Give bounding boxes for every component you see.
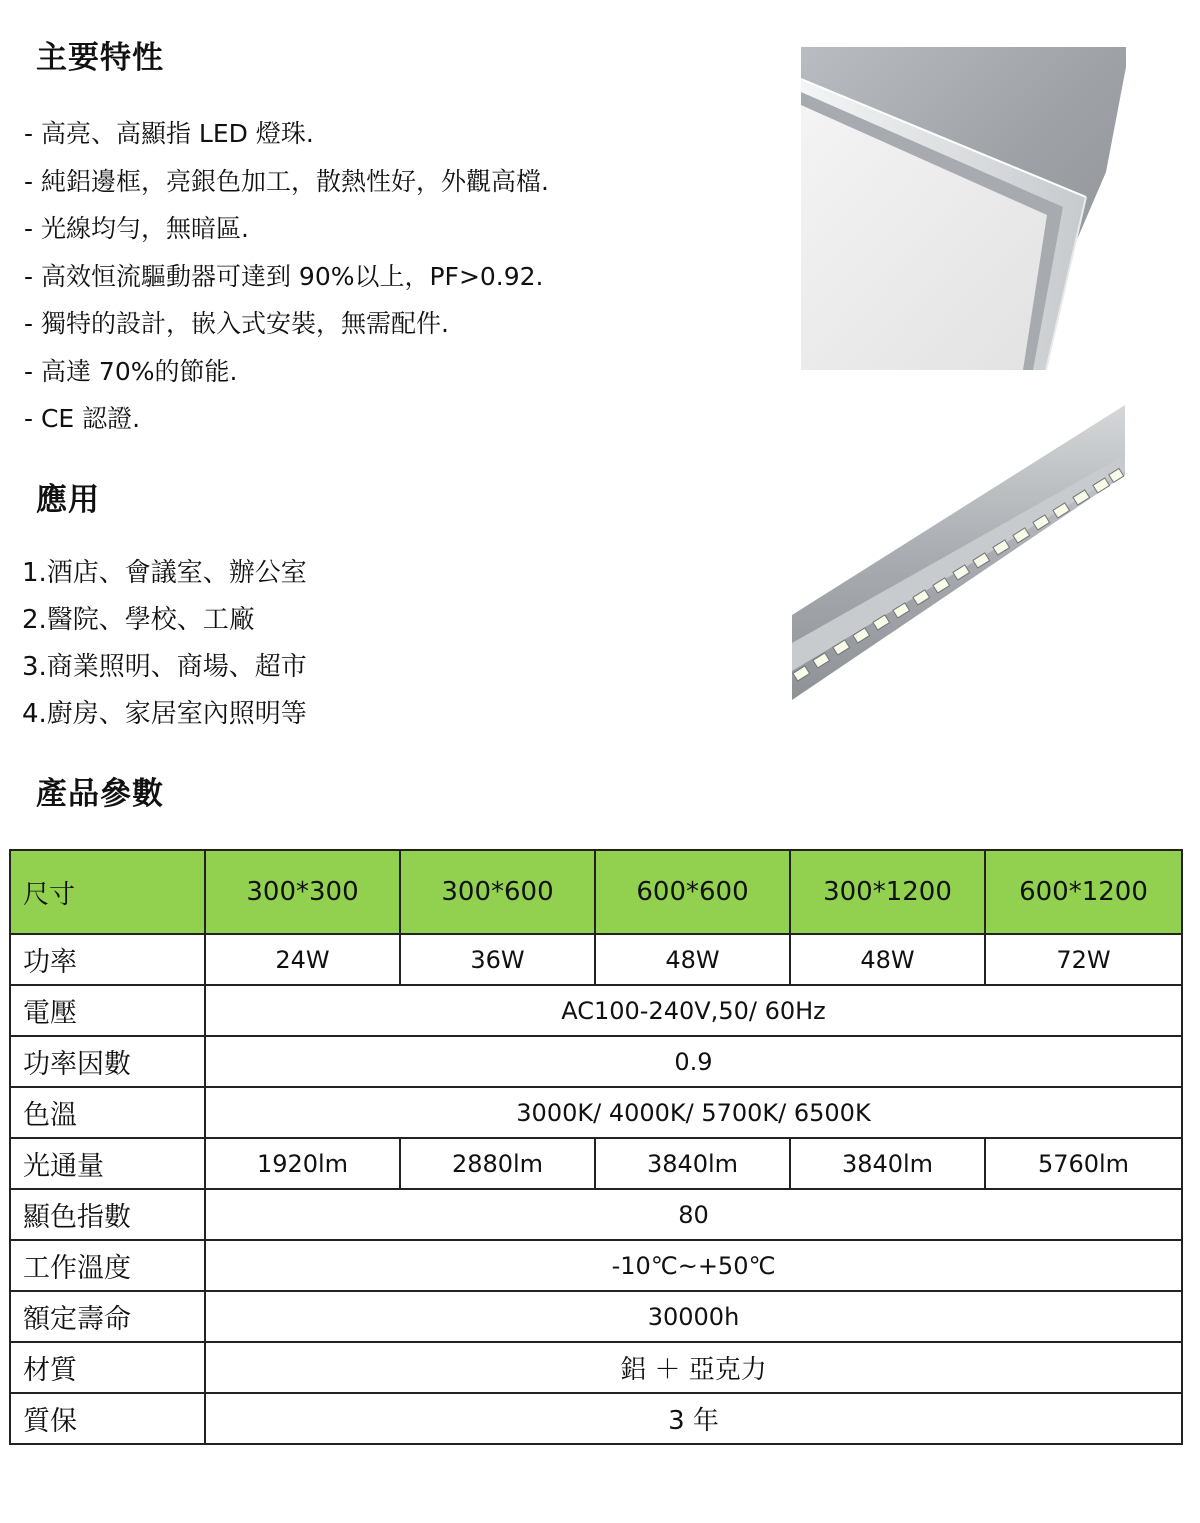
power-cell: 48W (595, 934, 790, 985)
size-cell: 300*1200 (790, 850, 985, 934)
application-item: 3.商業照明、商場、超市 (22, 652, 307, 682)
flux-cell: 3840lm (790, 1138, 985, 1189)
application-item: 2.醫院、學校、工廠 (22, 605, 255, 635)
feature-item: - 純鋁邊框，亮銀色加工，散熱性好，外觀高檔. (24, 166, 549, 196)
power-cell: 36W (400, 934, 595, 985)
application-heading: 應用 (36, 482, 100, 518)
table-row (10, 1087, 1182, 1138)
table-row (10, 985, 1182, 1036)
pf-value: 0.9 (205, 1036, 1182, 1087)
cct-value: 3000K/ 4000K/ 5700K/ 6500K (205, 1087, 1182, 1138)
size-cell: 300*600 (400, 850, 595, 934)
voltage-label: 電壓 (10, 985, 205, 1036)
feature-item: - 高效恒流驅動器可達到 90%以上，PF>0.92. (24, 261, 544, 291)
pf-label: 功率因數 (10, 1036, 205, 1087)
spec-table (9, 849, 1183, 1445)
size-label: 尺寸 (10, 850, 205, 934)
voltage-value: AC100-240V,50/ 60Hz (205, 985, 1182, 1036)
led-strip-image (792, 405, 1125, 700)
table-row (10, 1393, 1182, 1444)
table-header-row (10, 850, 1182, 934)
flux-cell: 1920lm (205, 1138, 400, 1189)
table-row (10, 1342, 1182, 1393)
life-label: 額定壽命 (10, 1291, 205, 1342)
material-label: 材質 (10, 1342, 205, 1393)
power-label: 功率 (10, 934, 205, 985)
table-row (10, 1138, 1182, 1189)
application-item: 1.酒店、會議室、辦公室 (22, 558, 307, 588)
flux-label: 光通量 (10, 1138, 205, 1189)
features-heading: 主要特性 (36, 40, 164, 76)
warranty-value: 3 年 (205, 1393, 1182, 1444)
params-heading: 產品參數 (36, 776, 164, 812)
warranty-label: 質保 (10, 1393, 205, 1444)
feature-item: - CE 認證. (24, 404, 141, 433)
feature-item: - 光線均勻，無暗區. (24, 214, 249, 243)
life-value: 30000h (205, 1291, 1182, 1342)
feature-item: - 獨特的設計，嵌入式安裝，無需配件. (24, 309, 449, 338)
power-cell: 48W (790, 934, 985, 985)
size-cell: 300*300 (205, 850, 400, 934)
flux-cell: 5760lm (985, 1138, 1182, 1189)
cri-value: 80 (205, 1189, 1182, 1240)
temp-label: 工作溫度 (10, 1240, 205, 1291)
table-row (10, 934, 1182, 985)
panel-corner-image (801, 47, 1126, 370)
feature-item: - 高亮、高顯指 LED 燈珠. (24, 119, 314, 148)
temp-value: -10℃~+50℃ (205, 1240, 1182, 1291)
table-row (10, 1189, 1182, 1240)
material-value: 鋁 ＋ 亞克力 (205, 1342, 1182, 1393)
table-row (10, 1291, 1182, 1342)
feature-list (24, 110, 549, 443)
table-row (10, 1036, 1182, 1087)
application-list (22, 550, 307, 738)
table-row (10, 1240, 1182, 1291)
flux-cell: 2880lm (400, 1138, 595, 1189)
power-cell: 72W (985, 934, 1182, 985)
power-cell: 24W (205, 934, 400, 985)
size-cell: 600*600 (595, 850, 790, 934)
cri-label: 顯色指數 (10, 1189, 205, 1240)
flux-cell: 3840lm (595, 1138, 790, 1189)
size-cell: 600*1200 (985, 850, 1182, 934)
feature-item: - 高達 70%的節能. (24, 356, 238, 386)
application-item: 4.廚房、家居室內照明等 (22, 699, 307, 729)
cct-label: 色溫 (10, 1087, 205, 1138)
